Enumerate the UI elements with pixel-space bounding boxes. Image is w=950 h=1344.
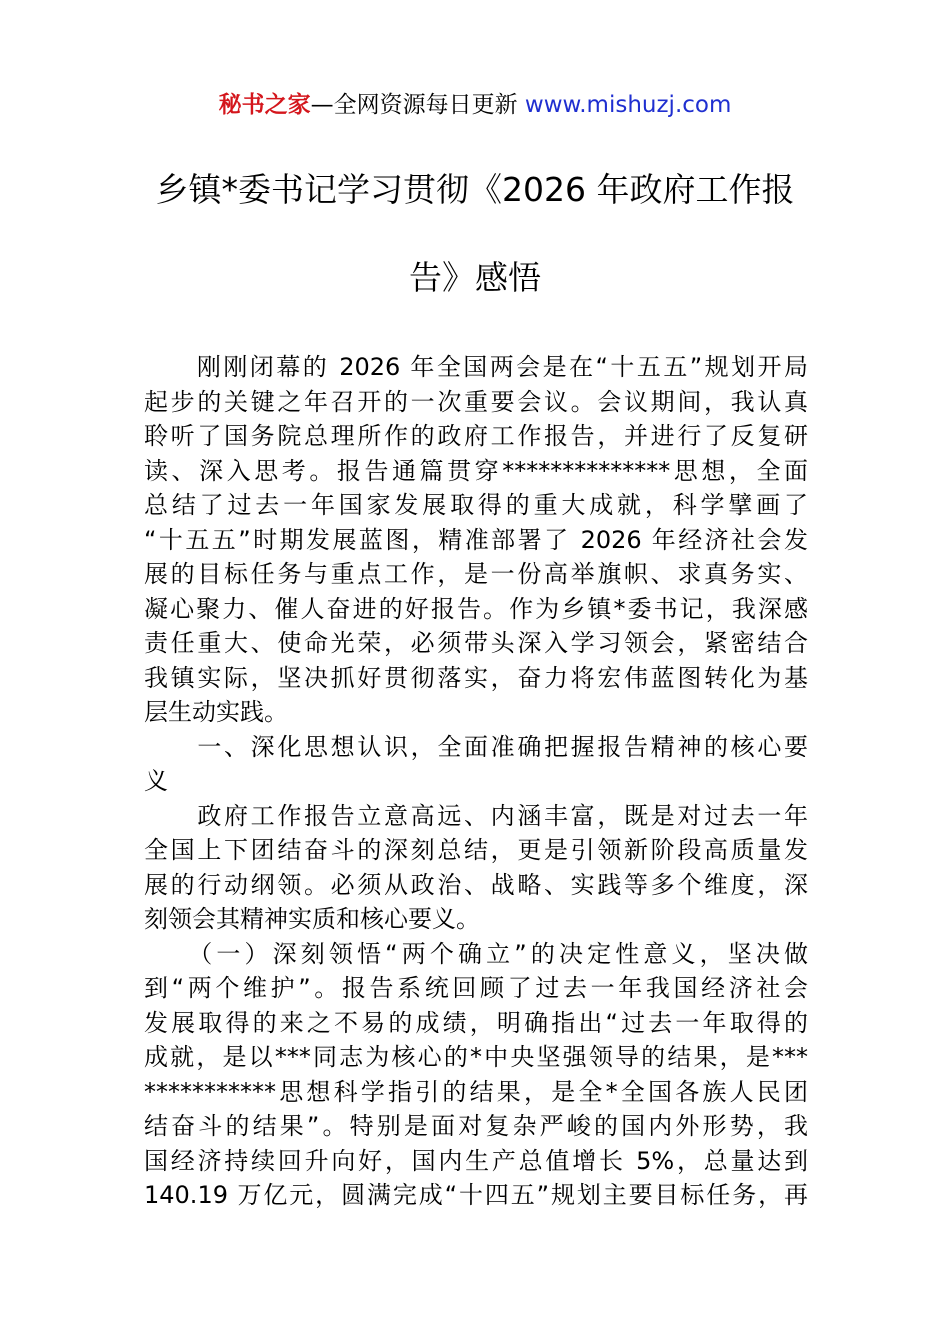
- site-url-link[interactable]: www.mishuzj.com: [524, 92, 732, 118]
- body-line: 140.19 万亿元，圆满完成“十四五”规划主要目标任务，再: [144, 1181, 808, 1209]
- body-line: 到“两个维护”。报告系统回顾了过去一年我国经济社会: [144, 974, 808, 1002]
- body-line: 责任重大、使命光荣，必须带头深入学习领会，紧密结合: [144, 629, 808, 657]
- body-line: 全国上下团结奋斗的深刻总结，更是引领新阶段高质量发: [144, 836, 808, 864]
- site-tagline: —全网资源每日更新: [310, 92, 525, 118]
- body-line: 凝心聚力、催人奋进的好报告。作为乡镇*委书记，我深感: [144, 595, 808, 623]
- body-line: 政府工作报告立意高远、内涵丰富，既是对过去一年: [144, 802, 808, 830]
- body-line: “十五五”时期发展蓝图，精准部署了 2026 年经济社会发: [144, 526, 808, 554]
- body-line: 聆听了国务院总理所作的政府工作报告，并进行了反复研: [144, 422, 808, 450]
- body-line: 刚刚闭幕的 2026 年全国两会是在“十五五”规划开局: [144, 353, 808, 381]
- body-line: 展的行动纲领。必须从政治、战略、实践等多个维度，深: [144, 871, 808, 899]
- section-heading: 一、深化思想认识，全面准确把握报告精神的核心要: [144, 733, 808, 761]
- body-line: 总结了过去一年国家发展取得的重大成就，科学擘画了: [144, 491, 808, 519]
- section-heading: 义: [144, 767, 168, 795]
- document-title-line-1: 乡镇*委书记学习贯彻《2026 年政府工作报: [155, 170, 795, 209]
- brand-name: 秘书之家: [218, 92, 311, 118]
- body-line: ***********思想科学指引的结果，是全*全国各族人民团: [144, 1078, 808, 1106]
- body-line: 层生动实践。: [144, 698, 288, 726]
- body-line: 读、深入思考。报告通篇贯穿**************思想，全面: [144, 457, 808, 485]
- body-line: 成就，是以***同志为核心的*中央坚强领导的结果，是***: [144, 1043, 808, 1071]
- site-header: [0, 88, 950, 122]
- body-line: 展的目标任务与重点工作，是一份高举旗帜、求真务实、: [144, 560, 808, 588]
- body-line: 我镇实际，坚决抓好贯彻落实，奋力将宏伟蓝图转化为基: [144, 664, 808, 692]
- body-line: 刻领会其精神实质和核心要义。: [144, 905, 480, 933]
- body-line: 发展取得的来之不易的成绩，明确指出“过去一年取得的: [144, 1009, 808, 1037]
- body-line: 结奋斗的结果”。特别是面对复杂严峻的国内外形势，我: [144, 1112, 808, 1140]
- document-title-line-2: 告》感悟: [409, 258, 541, 297]
- body-line: （一）深刻领悟“两个确立”的决定性意义，坚决做: [144, 940, 808, 968]
- body-line: 国经济持续回升向好，国内生产总值增长 5%，总量达到: [144, 1147, 808, 1175]
- body-line: 起步的关键之年召开的一次重要会议。会议期间，我认真: [144, 388, 808, 416]
